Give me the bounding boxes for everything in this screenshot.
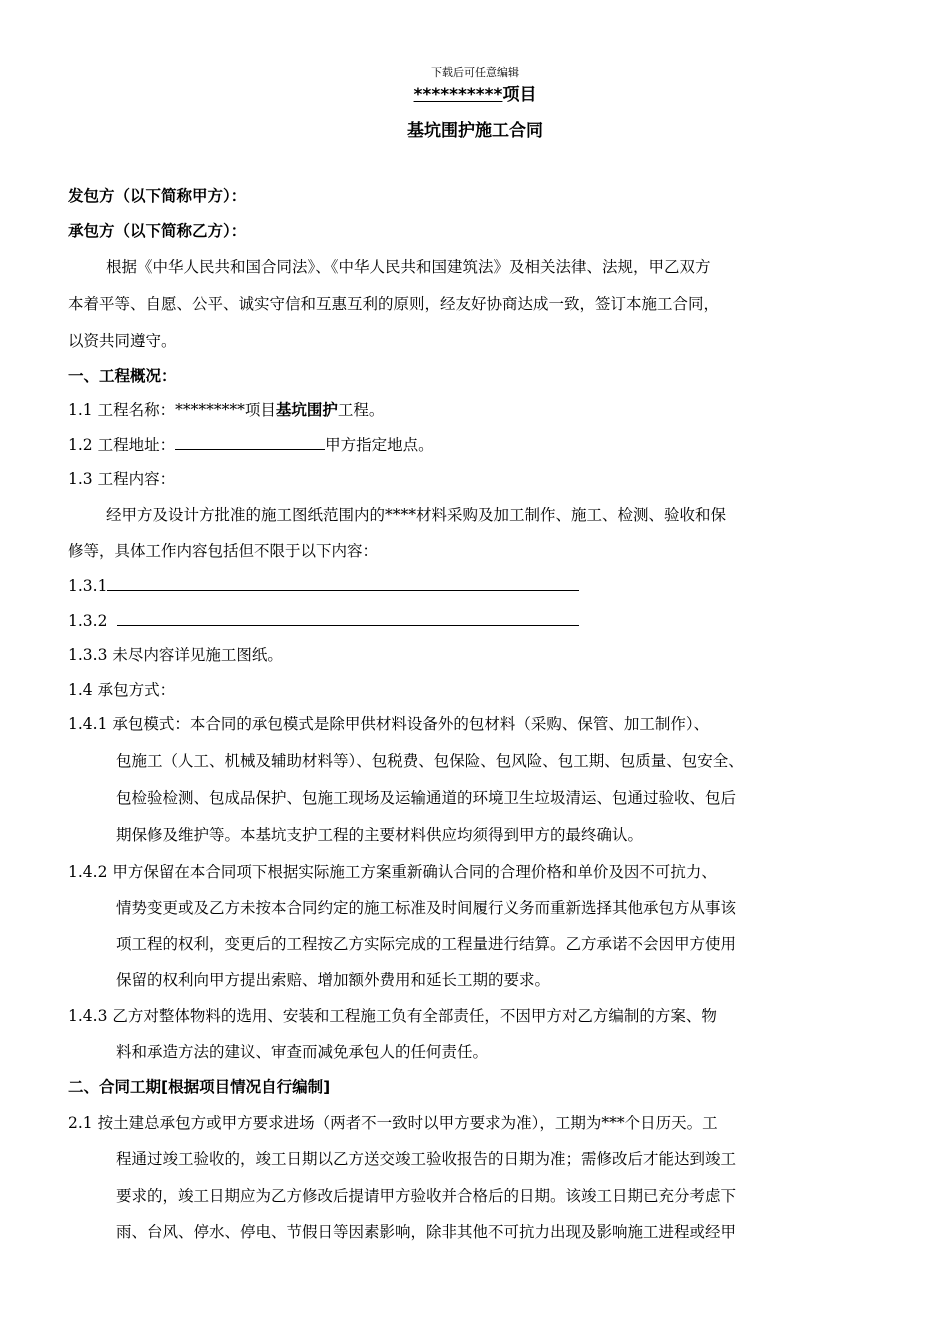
intro-line-2: 本着平等、自愿、公平、诚实守信和互惠互利的原则，经友好协商达成一致，签订本施工合同，: [68, 295, 720, 313]
project-title-stars: **********: [413, 85, 503, 105]
project-name-line: [68, 399, 384, 421]
project-name-prefix: 1.1 工程名称：*********项目: [68, 401, 276, 419]
item-1-3-1: [68, 574, 579, 597]
item-1-3-1-blank: [107, 574, 579, 591]
project-content-line-2: 修等，具体工作内容包括但不限于以下内容：: [68, 542, 379, 560]
party-a-line: 发包方（以下简称甲方）：: [68, 187, 247, 205]
clause-1-4-2-line-3: 项工程的权利，变更后的工程按乙方实际完成的工程量进行结算。乙方承诺不会因甲方使用: [116, 935, 737, 953]
contract-mode-label: 1.4 承包方式：: [68, 681, 176, 699]
section-1-heading: 一、工程概况：: [68, 367, 177, 385]
project-content-label: 1.3 工程内容：: [68, 470, 176, 488]
project-address-blank: [175, 433, 325, 450]
project-name-bold: 基坑围护: [275, 401, 338, 419]
item-1-3-2-blank: [117, 609, 579, 626]
section-2-heading: 二、合同工期[根据项目情况自行编制]: [68, 1078, 331, 1096]
clause-1-4-2-line-1: 1.4.2 甲方保留在本合同项下根据实际施工方案重新确认合同的合理价格和单价及因不可抗力、: [68, 863, 717, 881]
clause-1-4-2-line-2: 情势变更或及乙方未按本合同约定的施工标准及时间履行义务而重新选择其他承包方从事该: [116, 899, 737, 917]
clause-2-1-line-3: 要求的，竣工日期应为乙方修改后提请甲方验收并合格后的日期。该竣工日期已充分考虑下: [116, 1187, 737, 1205]
intro-line-1: 根据《中华人民共和国合同法》、《中华人民共和国建筑法》及相关法律、法规，甲乙双方: [106, 258, 711, 276]
project-address-line: [68, 433, 434, 456]
item-1-3-2: [68, 609, 579, 632]
clause-1-4-3-line-1: 1.4.3 乙方对整体物料的选用、安装和工程施工负有全部责任，不因甲方对乙方编制的方案、物: [68, 1007, 717, 1025]
clause-1-4-1-line-2: 包施工（人工、机械及辅助材料等）、包税费、包保险、包风险、包工期、包质量、包安全、: [116, 752, 744, 770]
project-address-suffix: 甲方指定地点。: [325, 436, 434, 454]
clause-1-4-2-line-4: 保留的权利向甲方提出索赔、增加额外费用和延长工期的要求。: [116, 971, 551, 989]
clause-1-4-3-line-2: 料和承造方法的建议、审查而减免承包人的任何责任。: [116, 1043, 489, 1061]
project-title-suffix: 项目: [502, 85, 537, 105]
item-1-3-2-number: 1.3.2: [68, 612, 108, 630]
project-name-suffix: 工程。: [337, 401, 385, 419]
party-b-line: 承包方（以下简称乙方）：: [68, 222, 247, 240]
project-address-label: 1.2 工程地址：: [68, 436, 176, 454]
clause-1-4-1-line-3: 包检验检测、包成品保护、包施工现场及运输通道的环境卫生垃圾清运、包通过验收、包后: [116, 789, 737, 807]
intro-line-3: 以资共同遵守。: [68, 332, 177, 350]
clause-2-1-line-1: 2.1 按土建总承包方或甲方要求进场（两者不一致时以甲方要求为准），工期为***个日历天。工: [68, 1114, 718, 1132]
item-1-3-3: 1.3.3 未尽内容详见施工图纸。: [68, 646, 283, 664]
project-title: [0, 84, 950, 106]
clause-2-1-line-4: 雨、台风、停水、停电、节假日等因素影响，除非其他不可抗力出现及影响施工进程或经甲: [116, 1223, 737, 1241]
clause-2-1-line-2: 程通过竣工验收的，竣工日期以乙方送交竣工验收报告的日期为准；需修改后才能达到竣工: [116, 1150, 737, 1168]
clause-1-4-1-line-1: 1.4.1 承包模式：本合同的承包模式是除甲供材料设备外的包材料（采购、保管、加工制作）、: [68, 715, 710, 733]
watermark-text: 下载后可任意编辑: [431, 66, 519, 79]
contract-title: 基坑围护施工合同: [407, 121, 543, 141]
item-1-3-1-number: 1.3.1: [68, 577, 108, 595]
clause-1-4-1-line-4: 期保修及维护等。本基坑支护工程的主要材料供应均须得到甲方的最终确认。: [116, 826, 644, 844]
project-content-line-1: 经甲方及设计方批准的施工图纸范围内的****材料采购及加工制作、施工、检测、验收和保: [106, 506, 727, 524]
